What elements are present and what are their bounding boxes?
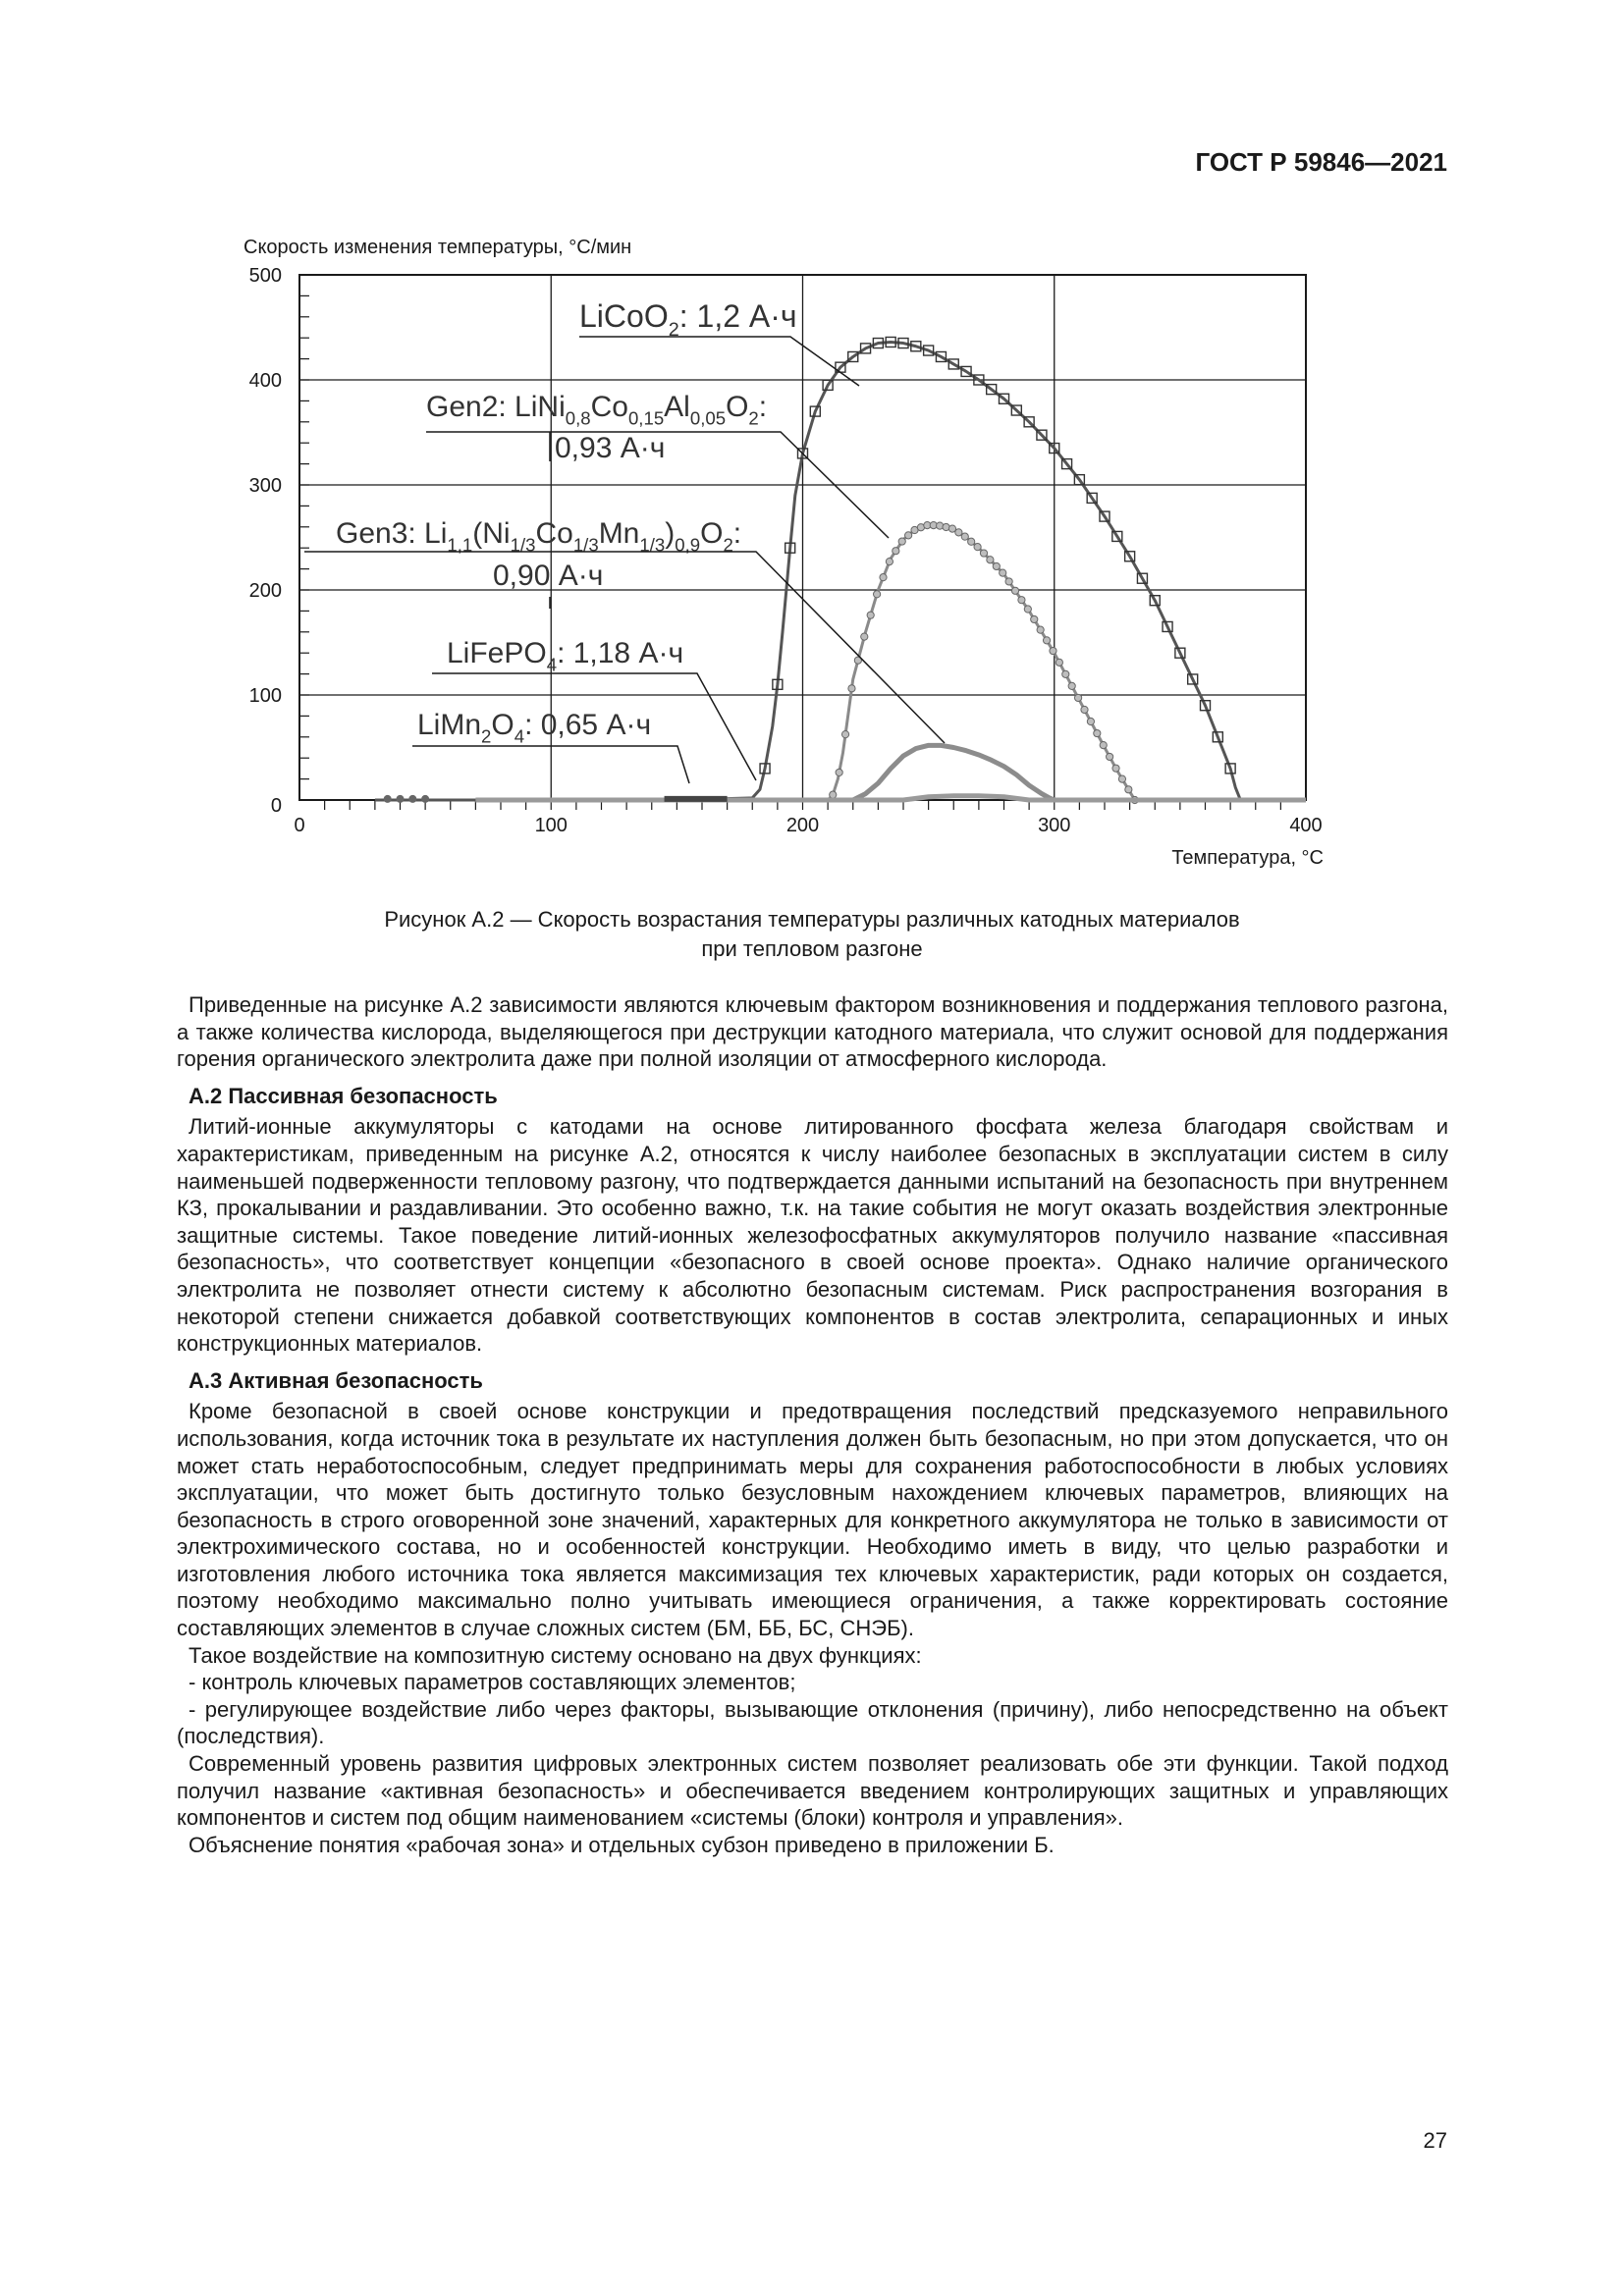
- series-marker: [1081, 706, 1088, 713]
- series-marker: [1062, 670, 1069, 677]
- series-marker: [830, 791, 837, 798]
- series-marker: [905, 532, 912, 539]
- series-marker: [898, 538, 905, 545]
- series-marker: [867, 612, 874, 618]
- standard-header: ГОСТ Р 59846—2021: [1195, 147, 1447, 177]
- annotation-licoo2: LiCoO$_2$: 1,2 А·ч: [579, 298, 797, 341]
- series-marker: [961, 533, 968, 540]
- series-marker: [993, 562, 1000, 569]
- x-axis-label: Температура, °С: [1171, 847, 1324, 869]
- x-tick-label: 0: [294, 815, 305, 836]
- series-marker: [1107, 753, 1113, 760]
- series-marker: [1074, 694, 1081, 701]
- y-tick-label: 400: [248, 370, 282, 392]
- figure-caption: [0, 905, 1624, 964]
- caption-line-2: при тепловом разгоне: [701, 936, 923, 961]
- series-marker: [1094, 729, 1101, 736]
- series-marker: [1100, 741, 1107, 748]
- series-marker: [1118, 775, 1125, 782]
- x-tick-label: 100: [534, 815, 568, 836]
- annotation-gen3-capacity: 0,90 А·ч: [493, 560, 604, 592]
- series-marker: [1043, 637, 1050, 644]
- paragraph-8: Объяснение понятия «рабочая зона» и отдельных субзон приведено в приложении Б.: [189, 1832, 1055, 1857]
- series-marker: [836, 769, 842, 775]
- annotation-limn2o4: $LiMn_2O_4$: 0,65 А·ч: [417, 709, 652, 747]
- series-marker: [974, 544, 981, 551]
- series-marker: [1011, 587, 1018, 594]
- paragraph-6: - регулирующее воздействие либо через факторы, вызывающие отклонения (причину), либо непосредственно на объект (последствия).: [177, 1696, 1448, 1749]
- series-marker: [980, 550, 987, 557]
- series-marker: [848, 685, 855, 692]
- x-tick-label: 300: [1038, 815, 1071, 836]
- paragraph-3: Кроме безопасной в своей основе конструкции и предотвращения последствий предсказуемого неправильного использования, когда источник тока в результате их наступления должен быть безопасным, но при этом допускается, что он может стать неработоспособным, следует предпринимать меры для сохранения работоспособности в любых условиях эксплуатации, что может быть достигнуто только безусловным нахождением ключевых параметров, влияющих на безопасность в строго оговоренной зоне значений, характерных для конкретного аккумулятора не только в зависимости от электрохимического состава, но и особенностей конструкции. Необходимо иметь в виду, что целью разработки и изготовления любого источника тока является максимизация тех ключевых характеристик, ради которых он создается, поэтому необходимо максимально полно учитывать имеющиеся ограничения, а также корректировать состояние составляющих элементов в случае сложных систем (БМ, ББ, БС, СНЭБ).: [177, 1399, 1448, 1641]
- series-marker: [841, 731, 848, 738]
- series-line: [677, 525, 1134, 800]
- series-marker: [880, 574, 887, 581]
- series-line: [475, 796, 1306, 800]
- series-marker: [1112, 765, 1119, 772]
- series-marker: [1125, 786, 1132, 793]
- paragraph-1: Приведенные на рисунке А.2 зависимости являются ключевым фактором возникновения и поддержания теплового разгона, а также количества кислорода, выделяющегося при деструкции катодного материала, что служит основой для поддержания горения органического электролита даже при полной изоляции от атмосферного кислорода.: [177, 992, 1448, 1072]
- series-marker: [1000, 569, 1006, 576]
- series-marker: [968, 538, 975, 545]
- series-marker: [893, 548, 899, 555]
- series-marker: [861, 633, 868, 640]
- series-marker: [1037, 626, 1044, 633]
- y-tick-label: 300: [248, 475, 282, 497]
- series-marker: [1024, 606, 1031, 613]
- series-marker: [1068, 682, 1075, 689]
- body-text: [177, 991, 1448, 1858]
- paragraph-7: Современный уровень развития цифровых электронных систем позволяет реализовать обе эти функции. Такой подход получил название «активная безопасность» и обеспечивается введением контролирующих защитных и управляющих компонентов и систем под общим наименованием «системы (блоки) контроля и управления».: [177, 1751, 1448, 1831]
- temperature-rate-chart: [0, 0, 1624, 903]
- section-heading-a2: А.2 Пассивная безопасность: [189, 1083, 498, 1108]
- annotation-gen2: Gen2: $LiNi_{0,8}Co_{0,15}Al_{0,05}O_2$:: [426, 391, 768, 429]
- y-axis-label: Скорость изменения температуры, °С/мин: [244, 237, 632, 258]
- section-heading-a3: А.3 Активная безопасность: [189, 1367, 483, 1393]
- y-tick-label: 500: [248, 265, 282, 287]
- series-marker: [1087, 718, 1094, 724]
- annotation-gen2-capacity: 0,93 А·ч: [555, 432, 666, 464]
- x-tick-label: 400: [1289, 815, 1323, 836]
- annotation-gen3: Gen3: $Li_{1,1}(Ni_{1/3}Co_{1/3}Mn_{1/3})_{0,9}O_2$:: [336, 517, 742, 556]
- series-marker: [1018, 597, 1025, 604]
- series-marker: [955, 529, 962, 536]
- series-marker: [408, 795, 416, 803]
- series-marker: [1031, 615, 1038, 622]
- paragraph-4: Такое воздействие на композитную систему основано на двух функциях:: [189, 1642, 922, 1668]
- series-marker: [873, 591, 880, 598]
- y-tick-label: 200: [248, 580, 282, 602]
- series-marker: [421, 795, 429, 803]
- series-marker: [384, 795, 392, 803]
- series-marker: [886, 559, 893, 565]
- annotation-lifepo4: LiFePO$_4$: 1,18 А·ч: [447, 637, 684, 675]
- paragraph-2: Литий-ионные аккумуляторы с катодами на основе литированного фосфата железа благодаря свойствам и характеристикам, приведенным на рисунке А.2, относятся к числу наиболее безопасных в эксплуатации систем в силу наименьшей подверженности тепловому разгону, что подтверждается данными испытаний на безопасность при внутреннем КЗ, прокалывании и раздавливании. Это особенно важно, т.к. на такие события не могут оказать воздействия электронные защитные системы. Такое поведение литий-ионных железофосфатных аккумуляторов получило название «пассивная безопасность», что соответствует концепции «безопасного в своей основе проекта». Однако наличие органического электролита не позволяет отнести систему к абсолютно безопасным системам. Риск распространения возгорания в некоторой степени снижается добавкой соответствующих компонентов в состав электролита, сепарационных и иных конструкционных материалов.: [177, 1114, 1448, 1357]
- series-marker: [397, 795, 405, 803]
- x-tick-label: 200: [785, 815, 820, 836]
- leader-line: [579, 337, 859, 386]
- page-number: 27: [1423, 2128, 1447, 2153]
- series-marker: [987, 557, 994, 563]
- y-tick-label: 100: [248, 685, 282, 707]
- series-marker: [1050, 647, 1056, 654]
- paragraph-5: - контроль ключевых параметров составляющих элементов;: [189, 1670, 796, 1695]
- series-marker: [1056, 659, 1062, 666]
- caption-line-1: Рисунок А.2 — Скорость возрастания температуры различных катодных материалов: [384, 907, 1240, 932]
- series-line: [677, 745, 1054, 800]
- series-marker: [1005, 578, 1012, 585]
- y-tick-label: 0: [270, 795, 282, 817]
